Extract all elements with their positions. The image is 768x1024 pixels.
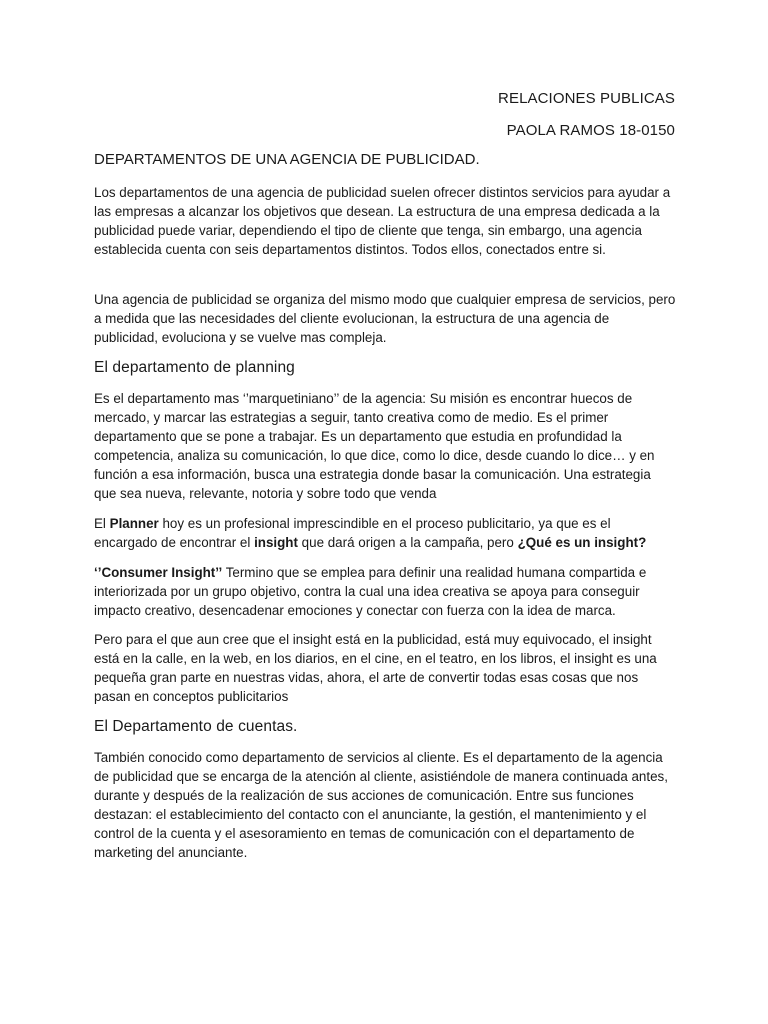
author-line: PAOLA RAMOS 18-0150 <box>506 122 675 139</box>
insight-text: que dará origen a la campaña, pero <box>297 535 518 551</box>
planning-paragraph-4-text: Pero para el que aun cree que el insight está en la publicidad, está muy equivocado, el insight está en la calle, en la web, en los diarios, en el cine, en el teatro, en los libros, el insight es una pequeña gran parte en nuestras vidas, ahora, el arte de convertir todas esas cosas que nos pasan en conceptos publicitarios <box>94 632 657 705</box>
intro-paragraph-1 <box>94 183 676 259</box>
planning-paragraph-1 <box>94 389 676 504</box>
insight-term: insight <box>254 535 298 551</box>
intro-paragraph-1-text: Los departamentos de una agencia de publicidad suelen ofrecer distintos servicios para ayudar a las empresas a alcanzar los objetivos que desean. La estructura de una empresa dedicada a la publicidad puede variar, dependiendo el tipo de cliente que tenga, sin embargo, una agencia establecida cuenta con seis departamentos distintos. Todos ellos, conectados entre si. <box>94 185 671 258</box>
section-heading-cuentas: El Departamento de cuentas. <box>94 718 298 735</box>
planner-prefix: El <box>94 516 110 531</box>
intro-paragraph-2-text: Una agencia de publicidad se organiza del mismo modo que cualquier empresa de servicios, pero a medida que las necesidades del cliente evolucionan, la estructura de una agencia de publicidad, evoluciona y se vuelve mas compleja. <box>94 292 676 346</box>
insight-question: ¿Qué es un insight? <box>517 535 647 551</box>
section-heading-planning: El departamento de planning <box>94 359 295 376</box>
cuentas-paragraph-1-text: También conocido como departamento de servicios al cliente. Es el departamento de la agencia de publicidad que se encarga de la atención al cliente, asistiéndole de manera continuada antes, durante y después de la realización de sus acciones de comunicación. Entre sus funciones destazan: el establecimiento del contacto con el anunciante, la gestión, el mantenimiento y el control de la cuenta y el asesoramiento en temas de comunicación con el departamento de marketing del anunciante. <box>94 750 668 861</box>
planning-paragraph-1-text: Es el departamento mas ‘’marquetiniano’’ de la agencia: Su misión es encontrar huecos de mercado, y marcar las estrategias a seguir, tanto creativa como de medio. Es el primer departamento que se pone a trabajar. Es un departamento que estudia en profundidad la competencia, analiza su comunicación, lo que dice, como lo dice, desde cuando lo dice… y en función a esa información, busca una estrategia donde basar la comunicación. Una estrategia que sea nueva, relevante, notoria y sobre todo que venda <box>94 391 655 502</box>
consumer-insight-term: ‘’Consumer Insight’’ <box>94 565 223 580</box>
planning-paragraph-3-text <box>94 563 676 620</box>
consumer-insight-definition: Termino que se emplea para definir una realidad humana compartida e interiorizada por un grupo objetivo, contra la cual una idea creativa se apoya para conseguir impacto creativo, desencadenar emociones y conectar con fuerza con la idea de marca. <box>94 565 647 619</box>
planner-text: hoy es un profesional imprescindible en el proceso publicitario, ya que es el encargado de encontrar el <box>94 516 611 551</box>
planning-paragraph-4 <box>94 630 676 706</box>
planning-paragraph-3 <box>94 563 676 620</box>
cuentas-paragraph-1 <box>94 748 676 863</box>
planner-term: Planner <box>109 516 159 531</box>
course-name: RELACIONES PUBLICAS <box>498 90 675 107</box>
document-title: DEPARTAMENTOS DE UNA AGENCIA DE PUBLICIDAD. <box>94 151 480 168</box>
intro-paragraph-2 <box>94 290 676 347</box>
planning-paragraph-2-text <box>94 514 676 552</box>
planning-paragraph-2 <box>94 514 676 552</box>
